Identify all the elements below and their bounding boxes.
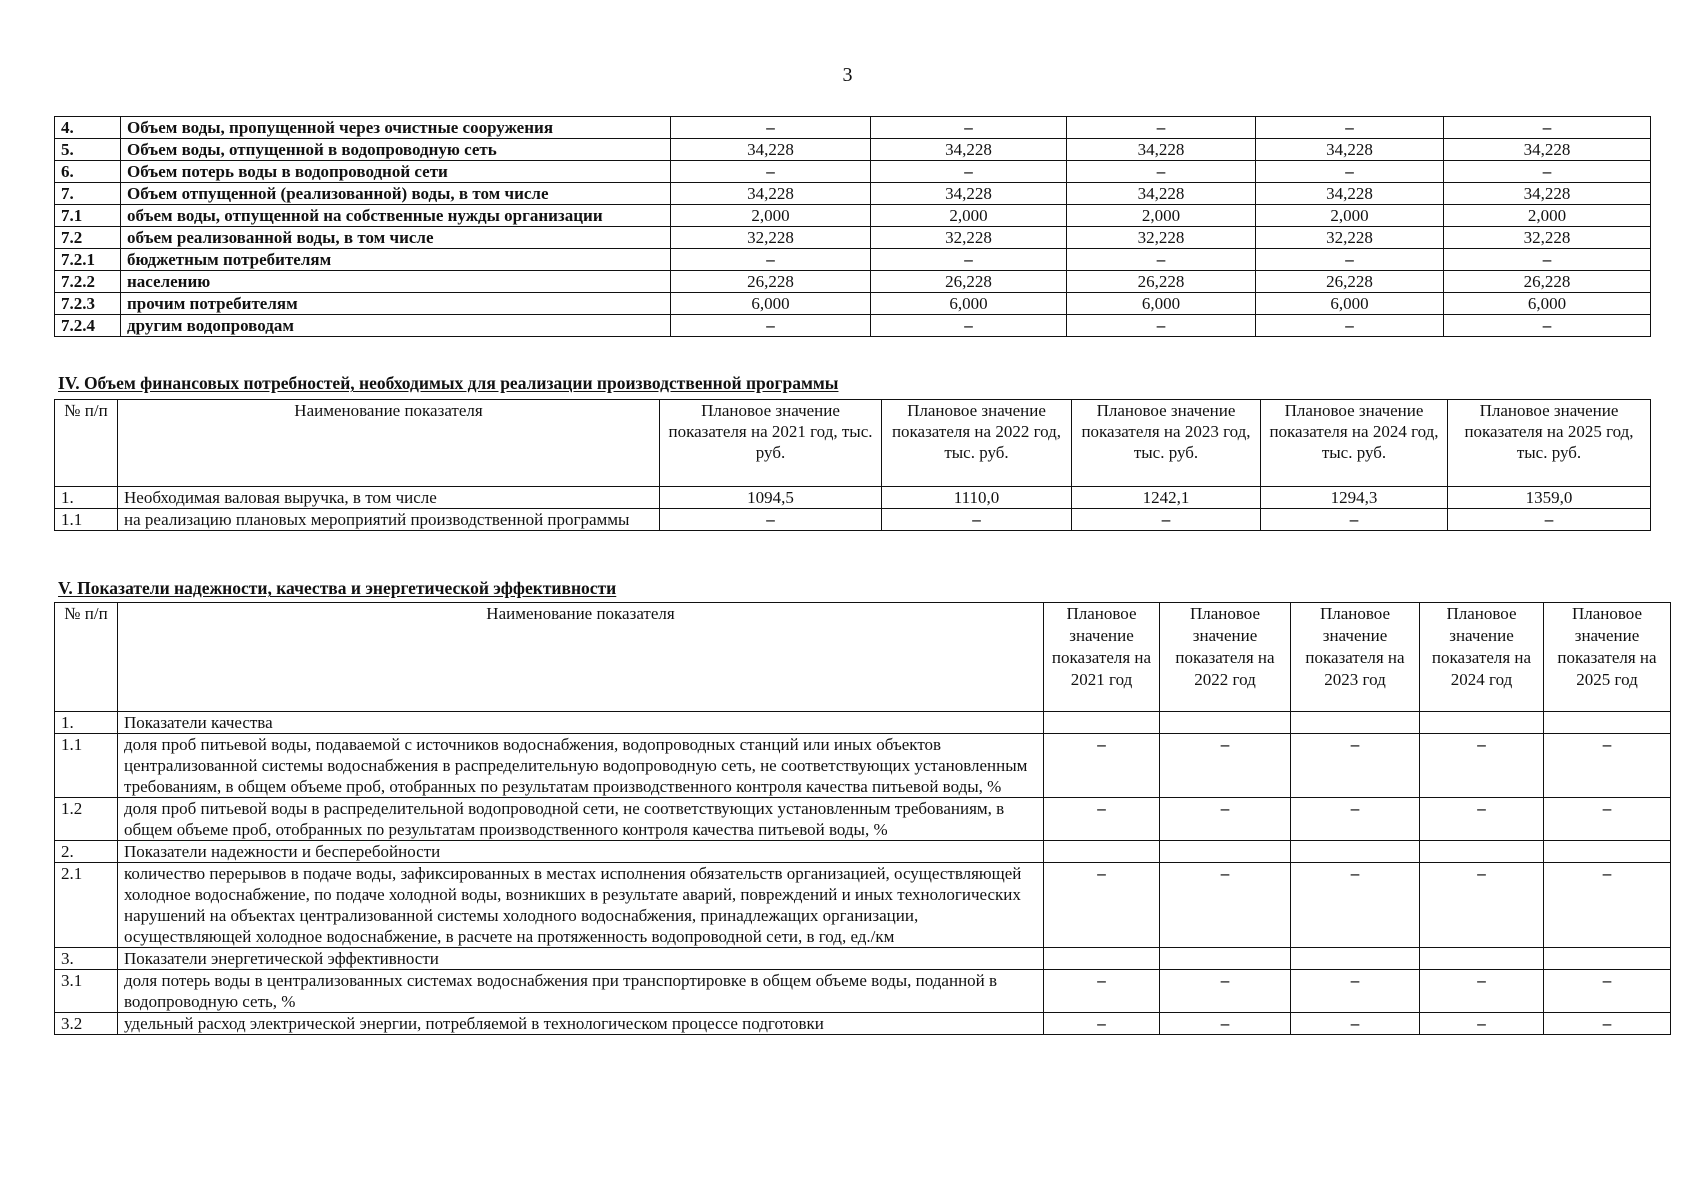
row-label: Объем потерь воды в водопроводной сети [121,161,671,183]
value-cell: 2,000 [671,205,871,227]
table-row [55,1013,1671,1035]
value-cell: – [1160,798,1291,841]
value-cell: – [1160,970,1291,1013]
value-cell: – [1420,1013,1544,1035]
value-cell: 34,228 [1256,183,1444,205]
row-number: 7. [55,183,121,205]
header-year-2024: Плановое значение показателя на 2024 год, тыс. руб. [1261,400,1448,487]
finance-header-row [55,400,1651,487]
row-label: Объем отпущенной (реализованной) воды, в том числе [121,183,671,205]
value-cell: – [1044,863,1160,948]
value-cell: – [1544,863,1671,948]
row-label: бюджетным потребителям [121,249,671,271]
quality-header-row [55,603,1671,712]
value-cell: – [1420,798,1544,841]
row-number: 7.2.4 [55,315,121,337]
value-cell: 34,228 [871,183,1067,205]
value-cell: – [871,117,1067,139]
header-year-2022: Плановое значение показателя на 2022 год [1160,603,1291,712]
row-number: 1.1 [55,509,118,531]
row-number: 7.2.1 [55,249,121,271]
value-cell: 26,228 [871,271,1067,293]
row-number: 5. [55,139,121,161]
row-label: Показатели надежности и бесперебойности [118,841,1044,863]
value-cell: – [871,249,1067,271]
value-cell: – [671,117,871,139]
quality-table [54,602,1671,1035]
value-cell: – [1420,734,1544,798]
value-cell: – [882,509,1072,531]
value-cell: 2,000 [871,205,1067,227]
value-cell: – [1160,734,1291,798]
table-row [55,487,1651,509]
value-cell: – [1160,1013,1291,1035]
table-row [55,863,1671,948]
finance-section-title: IV. Объем финансовых потребностей, необходимых для реализации производственной программы [58,373,839,393]
page-number: 3 [842,64,853,86]
value-cell: 6,000 [1256,293,1444,315]
table-row [55,841,1671,863]
value-cell [1044,712,1160,734]
value-cell: – [1444,117,1651,139]
row-label: Объем воды, отпущенной в водопроводную сеть [121,139,671,161]
row-number: 2. [55,841,118,863]
value-cell: – [671,161,871,183]
row-number: 7.2.3 [55,293,121,315]
value-cell: – [1448,509,1651,531]
value-cell: – [1160,863,1291,948]
value-cell: 26,228 [671,271,871,293]
row-label: доля проб питьевой воды, подаваемой с источников водоснабжения, водопроводных станций или иных объектов централизованной системы водоснабжения в распределительную водопроводную сеть, не соответствующих установленным требованиям, в общем объеме проб, отобранных по результатам производственного контроля качества питьевой воды, % [118,734,1044,798]
row-number: 1. [55,487,118,509]
value-cell [1044,841,1160,863]
value-cell: 1094,5 [660,487,882,509]
value-cell: – [1072,509,1261,531]
value-cell: 6,000 [1444,293,1651,315]
header-year-2024: Плановое значение показателя на 2024 год [1420,603,1544,712]
table-row [55,509,1651,531]
table-row [55,293,1651,315]
finance-table [54,399,1651,531]
header-year-2023: Плановое значение показателя на 2023 год [1291,603,1420,712]
value-cell: – [1044,734,1160,798]
value-cell: – [671,315,871,337]
value-cell: – [1291,863,1420,948]
value-cell: 34,228 [1256,139,1444,161]
value-cell: 32,228 [1444,227,1651,249]
row-label: количество перерывов в подаче воды, зафиксированных в местах исполнения обязательств организацией, осуществляющей холодное водоснабжение, по подаче холодной воды, возникших в результате аварий, повреждений и иных технологических нарушений на объектах централизованной системы холодного водоснабжения, принадлежащих организации, осуществляющей холодное водоснабжение, в расчете на протяженность водопроводной сети, в год, ед./км [118,863,1044,948]
value-cell: – [1067,315,1256,337]
quality-section-title: V. Показатели надежности, качества и энергетической эффективности [58,578,617,598]
header-name: Наименование показателя [118,400,660,487]
row-number: 2.1 [55,863,118,948]
row-label: доля потерь воды в централизованных системах водоснабжения при транспортировке в общем объеме воды, поданной в водопроводную сеть, % [118,970,1044,1013]
row-number: 4. [55,117,121,139]
row-number: 3.1 [55,970,118,1013]
value-cell: 34,228 [671,139,871,161]
row-label: доля проб питьевой воды в распределительной водопроводной сети, не соответствующих установленным требованиям, в общем объеме проб, отобранных по результатам производственного контроля качества питьевой воды, % [118,798,1044,841]
value-cell: – [1067,117,1256,139]
value-cell: – [1420,970,1544,1013]
value-cell: – [871,315,1067,337]
value-cell [1420,841,1544,863]
value-cell: – [1256,117,1444,139]
value-cell: 6,000 [871,293,1067,315]
value-cell: – [1544,734,1671,798]
value-cell: – [660,509,882,531]
table-row [55,183,1651,205]
value-cell: 32,228 [1256,227,1444,249]
value-cell: – [1291,970,1420,1013]
value-cell: – [1291,734,1420,798]
value-cell: 34,228 [671,183,871,205]
row-number: 1.2 [55,798,118,841]
value-cell: 32,228 [1067,227,1256,249]
value-cell: – [1291,1013,1420,1035]
value-cell: 26,228 [1444,271,1651,293]
value-cell: 34,228 [1067,139,1256,161]
value-cell [1420,712,1544,734]
row-number: 6. [55,161,121,183]
value-cell: – [1291,798,1420,841]
value-cell: – [1044,970,1160,1013]
header-no: № п/п [55,603,118,712]
value-cell: – [1544,798,1671,841]
value-cell: 2,000 [1444,205,1651,227]
value-cell: 26,228 [1067,271,1256,293]
row-label: Необходимая валовая выручка, в том числе [118,487,660,509]
value-cell: – [1067,161,1256,183]
value-cell [1044,948,1160,970]
row-label: Показатели качества [118,712,1044,734]
value-cell: – [1420,863,1544,948]
value-cell [1291,712,1420,734]
table-row [55,734,1671,798]
header-year-2021: Плановое значение показателя на 2021 год [1044,603,1160,712]
value-cell: 34,228 [1444,139,1651,161]
value-cell: – [1044,1013,1160,1035]
value-cell: – [1444,249,1651,271]
header-year-2021: Плановое значение показателя на 2021 год, тыс. руб. [660,400,882,487]
table-row [55,315,1651,337]
value-cell [1291,841,1420,863]
value-cell: 2,000 [1067,205,1256,227]
value-cell: – [1044,798,1160,841]
table-row [55,948,1671,970]
row-label: удельный расход электрической энергии, потребляемой в технологическом процессе подготовки [118,1013,1044,1035]
value-cell [1291,948,1420,970]
row-label: объем реализованной воды, в том числе [121,227,671,249]
row-label: Объем воды, пропущенной через очистные сооружения [121,117,671,139]
value-cell: 26,228 [1256,271,1444,293]
value-cell: – [1444,161,1651,183]
value-cell: – [1256,161,1444,183]
value-cell: 1294,3 [1261,487,1448,509]
value-cell: 1359,0 [1448,487,1651,509]
value-cell: 1110,0 [882,487,1072,509]
value-cell: 34,228 [1067,183,1256,205]
table-row [55,139,1651,161]
value-cell [1544,712,1671,734]
value-cell: 6,000 [671,293,871,315]
table-row [55,227,1651,249]
row-number: 7.1 [55,205,121,227]
value-cell: – [1067,249,1256,271]
table-row [55,117,1651,139]
value-cell: 2,000 [1256,205,1444,227]
row-label: населению [121,271,671,293]
table-row [55,970,1671,1013]
header-no: № п/п [55,400,118,487]
value-cell: 34,228 [1444,183,1651,205]
water-volume-table [54,116,1651,337]
table-row [55,712,1671,734]
header-year-2022: Плановое значение показателя на 2022 год, тыс. руб. [882,400,1072,487]
table-row [55,798,1671,841]
value-cell: 34,228 [871,139,1067,161]
value-cell [1544,841,1671,863]
header-year-2025: Плановое значение показателя на 2025 год [1544,603,1671,712]
value-cell [1160,712,1291,734]
value-cell [1160,841,1291,863]
value-cell: 32,228 [671,227,871,249]
table-row [55,271,1651,293]
value-cell: – [1256,249,1444,271]
row-label: на реализацию плановых мероприятий производственной программы [118,509,660,531]
value-cell: – [1261,509,1448,531]
value-cell: – [1544,970,1671,1013]
row-number: 7.2.2 [55,271,121,293]
value-cell: – [1544,1013,1671,1035]
row-number: 3. [55,948,118,970]
value-cell: 6,000 [1067,293,1256,315]
header-year-2025: Плановое значение показателя на 2025 год, тыс. руб. [1448,400,1651,487]
table-row [55,205,1651,227]
row-number: 7.2 [55,227,121,249]
row-label: Показатели энергетической эффективности [118,948,1044,970]
row-number: 3.2 [55,1013,118,1035]
row-number: 1.1 [55,734,118,798]
value-cell: – [1444,315,1651,337]
value-cell: 32,228 [871,227,1067,249]
value-cell [1160,948,1291,970]
value-cell [1420,948,1544,970]
row-label: объем воды, отпущенной на собственные нужды организации [121,205,671,227]
value-cell: – [1256,315,1444,337]
value-cell [1544,948,1671,970]
table-row [55,249,1651,271]
value-cell: 1242,1 [1072,487,1261,509]
value-cell: – [671,249,871,271]
header-year-2023: Плановое значение показателя на 2023 год, тыс. руб. [1072,400,1261,487]
value-cell: – [871,161,1067,183]
row-label: другим водопроводам [121,315,671,337]
row-number: 1. [55,712,118,734]
header-name: Наименование показателя [118,603,1044,712]
table-row [55,161,1651,183]
row-label: прочим потребителям [121,293,671,315]
